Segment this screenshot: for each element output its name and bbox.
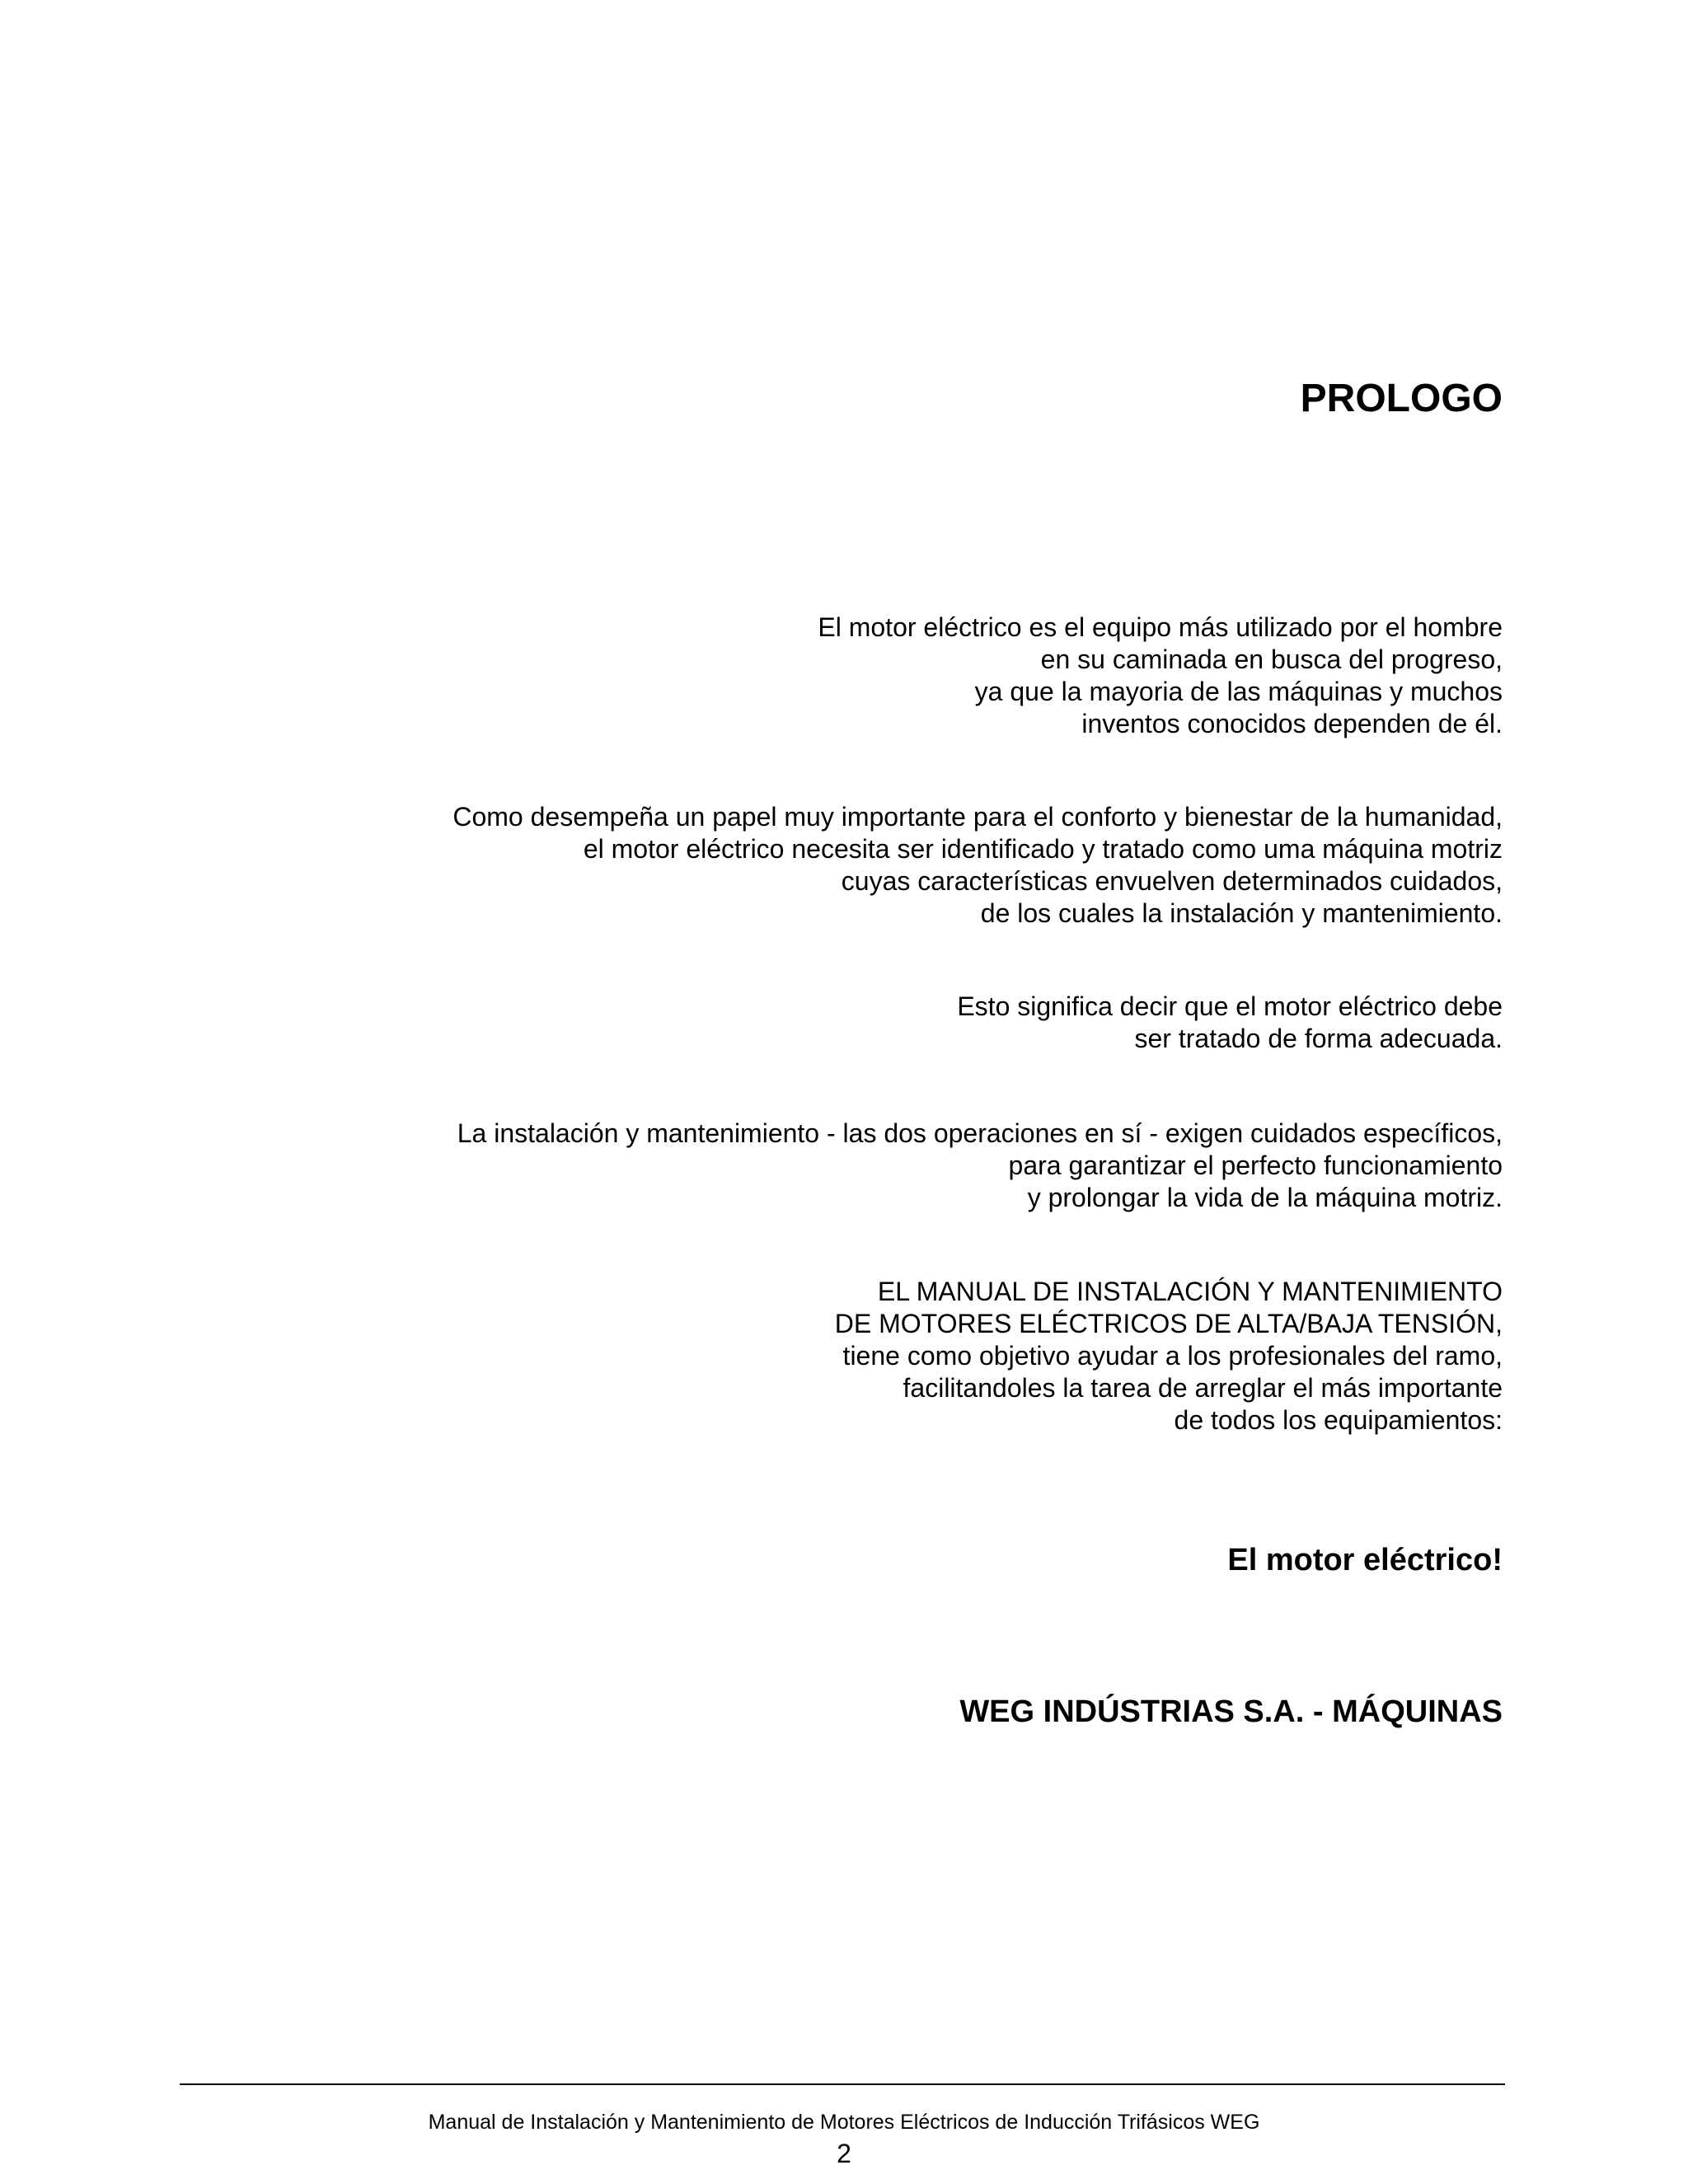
paragraph-line: DE MOTORES ELÉCTRICOS DE ALTA/BAJA TENSIÓN,	[834, 1309, 1503, 1338]
closing-exclamation: El motor eléctrico!	[1227, 1543, 1503, 1577]
paragraph-line: inventos conocidos dependen de él.	[1081, 709, 1503, 738]
footer-divider	[180, 2083, 1505, 2085]
paragraph-line: EL MANUAL DE INSTALACIÓN Y MANTENIMIENTO	[877, 1277, 1503, 1306]
paragraph-line: el motor eléctrico necesita ser identificado y tratado como uma máquina motriz	[583, 834, 1503, 864]
paragraph-line: de los cuales la instalación y mantenimiento.	[980, 898, 1503, 928]
company-name: WEG INDÚSTRIAS S.A. - MÁQUINAS	[959, 1694, 1503, 1729]
paragraph-line: en su caminada en busca del progreso,	[1040, 644, 1503, 674]
paragraph-line: Esto significa decir que el motor eléctrico debe	[957, 991, 1503, 1021]
paragraph-line: tiene como objetivo ayudar a los profesionales del ramo,	[842, 1341, 1503, 1371]
paragraph-line: Como desempeña un papel muy importante para el conforto y bienestar de la humanidad,	[452, 802, 1503, 832]
page-title: PROLOGO	[1300, 377, 1503, 420]
footer-title: Manual de Instalación y Mantenimiento de Motores Eléctricos de Inducción Trifásicos WEG	[428, 2111, 1260, 2134]
paragraph-5	[835, 1276, 1503, 1436]
paragraph-line: ser tratado de forma adecuada.	[1134, 1024, 1503, 1053]
paragraph-line: facilitandoles la tarea de arreglar el más importante	[903, 1373, 1503, 1403]
paragraph-line: de todos los equipamientos:	[1174, 1405, 1503, 1435]
paragraph-4	[457, 1118, 1503, 1214]
paragraph-2	[452, 801, 1503, 930]
paragraph-line: ya que la mayoria de las máquinas y muchos	[974, 677, 1503, 706]
paragraph-line: y prolongar la vida de la máquina motriz.	[1027, 1183, 1503, 1212]
paragraph-line: La instalación y mantenimiento - las dos operaciones en sí - exigen cuidados específicos,	[457, 1118, 1503, 1148]
paragraph-line: para garantizar el perfecto funcionamiento	[1008, 1151, 1503, 1180]
page-number: 2	[837, 2139, 851, 2168]
paragraph-line: cuyas características envuelven determinados cuidados,	[841, 866, 1503, 896]
paragraph-3	[957, 991, 1503, 1055]
paragraph-line: El motor eléctrico es el equipo más utilizado por el hombre	[818, 612, 1503, 642]
paragraph-1	[818, 612, 1503, 740]
